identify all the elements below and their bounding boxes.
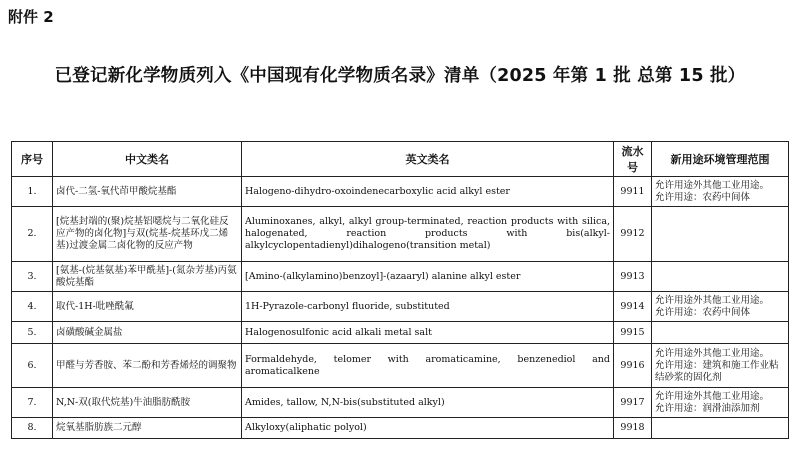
english-name-cell: Halogeno-dihydro-oxoindenecarboxylic acid alkyl ester (242, 177, 614, 207)
use-line: 允许用途：润滑油添加剂 (655, 402, 760, 414)
use-line: 允许用途外其他工业用途。 (655, 390, 770, 402)
chemical-list-table (11, 141, 789, 439)
english-name-cell: Amides, tallow, N,N-bis(substituted alkyl) (242, 388, 614, 418)
use-line: 允许用途：建筑和施工作业粘结砂浆的固化剂 (655, 359, 779, 383)
flow-number-cell: 9917 (614, 388, 652, 418)
english-name-cell: Alkyloxy(aliphatic polyol) (242, 418, 614, 439)
flow-number-cell: 9914 (614, 292, 652, 322)
new-use-cell (652, 344, 789, 388)
use-line: 允许用途外其他工业用途。 (655, 347, 770, 359)
table-row (12, 322, 789, 344)
use-line: 允许用途外其他工业用途。 (655, 179, 770, 191)
attachment-label: 附件 2 (8, 8, 54, 26)
chinese-name-cell: 卤代-二氢-氧代茚甲酸烷基酯 (53, 177, 242, 207)
new-use-cell (652, 207, 789, 262)
flow-number-cell: 9912 (614, 207, 652, 262)
flow-number-cell: 9911 (614, 177, 652, 207)
use-line: 允许用途外其他工业用途。 (655, 294, 770, 306)
document-title: 已登记新化学物质列入《中国现有化学物质名录》清单（2025 年第 1 批 总第 15 批） (54, 66, 746, 86)
table-row (12, 344, 789, 388)
chinese-name-cell: [烷基封端的(聚)烷基铝噁烷与二氧化硅反应产物的卤化物]与双(烷基-烷基环戊二烯基)过渡金属二卤化物的反应产物 (53, 207, 242, 262)
new-use-cell (652, 292, 789, 322)
table-header-row (12, 142, 789, 177)
seq-cell: 8. (12, 418, 53, 439)
chinese-name-cell: N,N-双(取代烷基)牛油脂肪酰胺 (53, 388, 242, 418)
english-name-cell: Aluminoxanes, alkyl, alkyl group-terminated, reaction products with silica, halogenated, reaction products with bis(alkyl-alkylcyclopentadienyl)dihalogeno(transition metal) (242, 207, 614, 262)
table-row (12, 262, 789, 292)
new-use-cell (652, 322, 789, 344)
seq-cell: 6. (12, 344, 53, 388)
new-use-cell (652, 418, 789, 439)
header-flow-number: 流水号 (614, 142, 652, 177)
english-name-cell: Halogenosulfonic acid alkali metal salt (242, 322, 614, 344)
table-row (12, 292, 789, 322)
flow-number-cell: 9918 (614, 418, 652, 439)
use-line: 允许用途：农药中间体 (655, 306, 751, 318)
header-chinese-name: 中文类名 (53, 142, 242, 177)
chinese-name-cell: 卤磺酸碱金属盐 (53, 322, 242, 344)
flow-number-cell: 9915 (614, 322, 652, 344)
english-name-cell: 1H-Pyrazole-carbonyl fluoride, substituted (242, 292, 614, 322)
seq-cell: 7. (12, 388, 53, 418)
header-new-use-scope: 新用途环境管理范围 (652, 142, 789, 177)
seq-cell: 5. (12, 322, 53, 344)
table-row (12, 207, 789, 262)
seq-cell: 1. (12, 177, 53, 207)
flow-number-cell: 9913 (614, 262, 652, 292)
table-row (12, 177, 789, 207)
seq-cell: 2. (12, 207, 53, 262)
chinese-name-cell: [氨基-(烷基氨基)苯甲酰基]-(氮杂芳基)丙氨酸烷基酯 (53, 262, 242, 292)
chinese-name-cell: 烷氧基脂肪族二元醇 (53, 418, 242, 439)
table-row (12, 418, 789, 439)
new-use-cell (652, 262, 789, 292)
seq-cell: 4. (12, 292, 53, 322)
english-name-cell: Formaldehyde, telomer with aromaticamine, benzenediol and aromaticalkene (242, 344, 614, 388)
header-seq: 序号 (12, 142, 53, 177)
chinese-name-cell: 甲醛与芳香胺、苯二酚和芳香烯烃的调聚物 (53, 344, 242, 388)
header-english-name: 英文类名 (242, 142, 614, 177)
new-use-cell (652, 177, 789, 207)
new-use-cell (652, 388, 789, 418)
use-line: 允许用途：农药中间体 (655, 191, 751, 203)
seq-cell: 3. (12, 262, 53, 292)
flow-number-cell: 9916 (614, 344, 652, 388)
chinese-name-cell: 取代-1H-吡唑酰氟 (53, 292, 242, 322)
english-name-cell: [Amino-(alkylamino)benzoyl]-(azaaryl) alanine alkyl ester (242, 262, 614, 292)
table-row (12, 388, 789, 418)
